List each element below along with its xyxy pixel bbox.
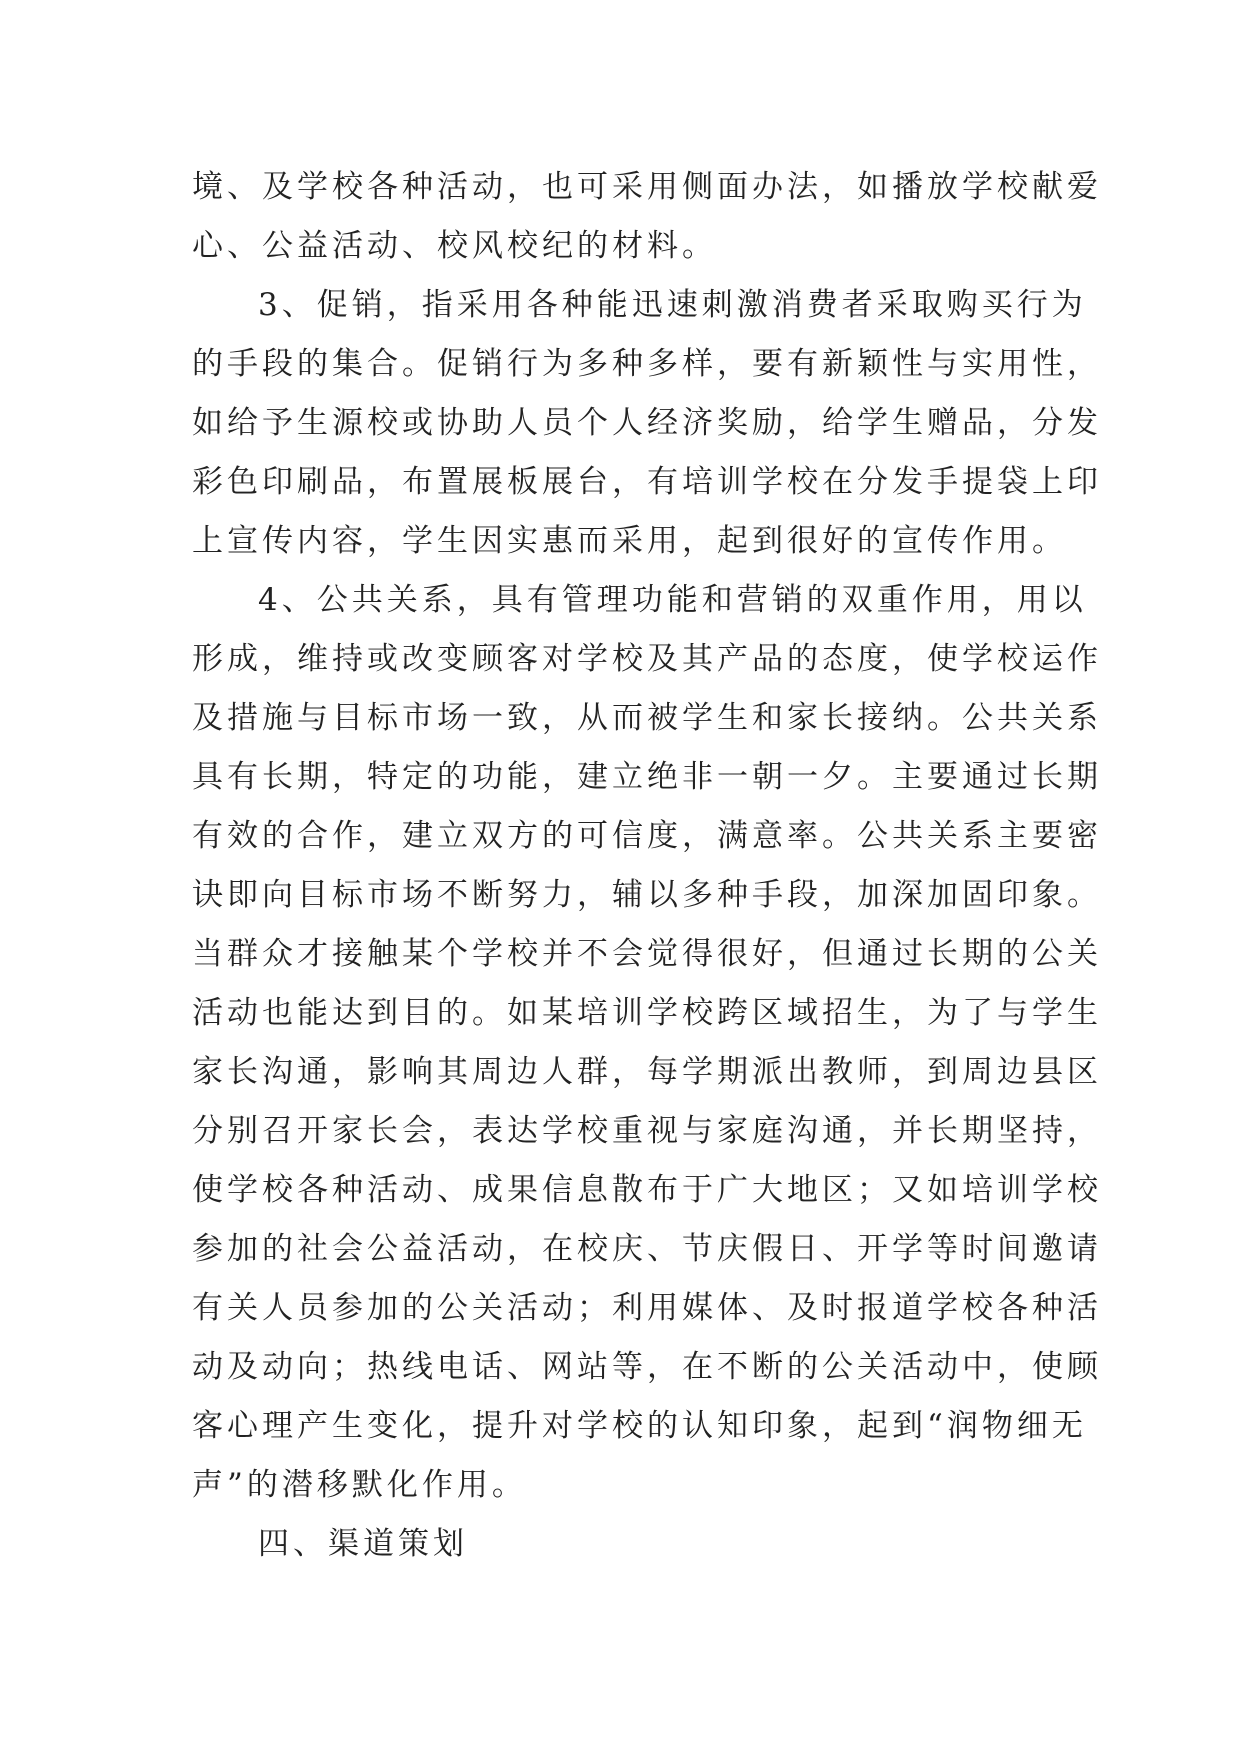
paragraph-line: 使学校各种活动、成果信息散布于广大地区；又如培训学校 [192, 1172, 1102, 1208]
paragraph-line: 具有长期，特定的功能，建立绝非一朝一夕。主要通过长期 [192, 759, 1102, 795]
section-heading: 四、渠道策划 [258, 1526, 468, 1562]
paragraph-line: 声”的潜移默化作用。 [192, 1467, 527, 1503]
paragraph-line: 当群众才接触某个学校并不会觉得很好，但通过长期的公关 [192, 936, 1102, 972]
paragraph-line: 活动也能达到目的。如某培训学校跨区域招生，为了与学生 [192, 995, 1102, 1031]
paragraph-line: 客心理产生变化，提升对学校的认知印象，起到“润物细无 [192, 1408, 1087, 1444]
paragraph-line: 参加的社会公益活动，在校庆、节庆假日、开学等时间邀请 [192, 1231, 1102, 1267]
paragraph-line: 上宣传内容，学生因实惠而采用，起到很好的宣传作用。 [192, 523, 1067, 559]
paragraph-line: 3、促销，指采用各种能迅速刺激消费者采取购买行为 [258, 287, 1087, 323]
paragraph-line: 的手段的集合。促销行为多种多样，要有新颖性与实用性， [192, 346, 1102, 382]
paragraph-line: 形成，维持或改变顾客对学校及其产品的态度，使学校运作 [192, 641, 1102, 677]
paragraph-line: 及措施与目标市场一致，从而被学生和家长接纳。公共关系 [192, 700, 1102, 736]
paragraph-line: 有效的合作，建立双方的可信度，满意率。公共关系主要密 [192, 818, 1102, 854]
paragraph-line: 如给予生源校或协助人员个人经济奖励，给学生赠品，分发 [192, 405, 1102, 441]
paragraph-line: 境、及学校各种活动，也可采用侧面办法，如播放学校献爱 [192, 169, 1102, 205]
paragraph-line: 诀即向目标市场不断努力，辅以多种手段，加深加固印象。 [192, 877, 1102, 913]
paragraph-line: 动及动向；热线电话、网站等，在不断的公关活动中，使顾 [192, 1349, 1102, 1385]
paragraph-line: 4、公共关系，具有管理功能和营销的双重作用，用以 [258, 582, 1087, 618]
paragraph-line: 心、公益活动、校风校纪的材料。 [192, 228, 717, 264]
document-body [192, 158, 1102, 1574]
paragraph-line: 有关人员参加的公关活动；利用媒体、及时报道学校各种活 [192, 1290, 1102, 1326]
paragraph-line: 家长沟通，影响其周边人群，每学期派出教师，到周边县区 [192, 1054, 1102, 1090]
paragraph-line: 分别召开家长会，表达学校重视与家庭沟通，并长期坚持， [192, 1113, 1102, 1149]
paragraph-line: 彩色印刷品，布置展板展台，有培训学校在分发手提袋上印 [192, 464, 1102, 500]
